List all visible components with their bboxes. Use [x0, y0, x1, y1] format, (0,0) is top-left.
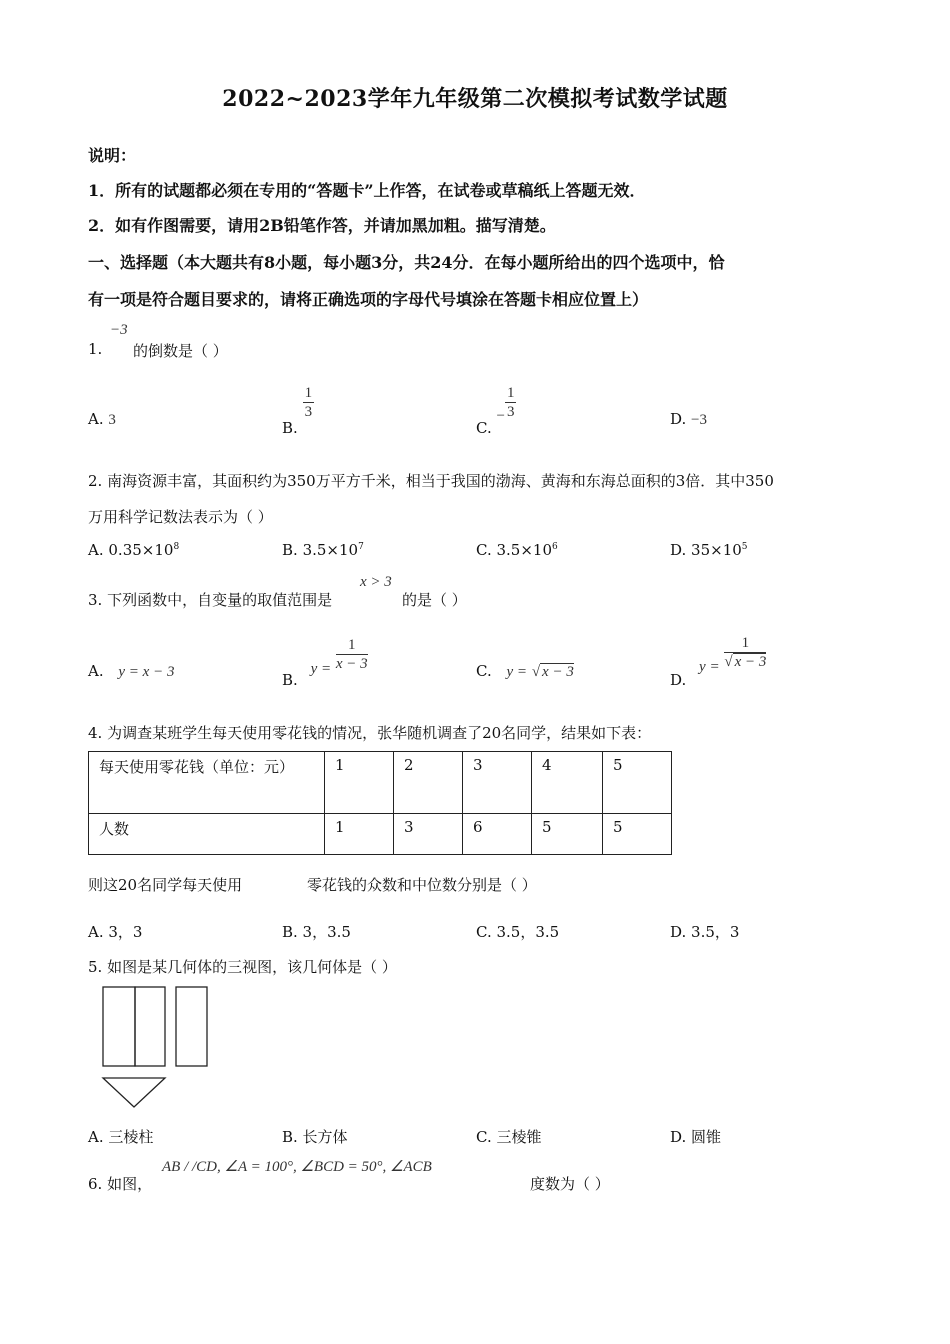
q3-b-label: B.: [282, 670, 298, 689]
q1-option-b[interactable]: [282, 384, 314, 437]
q2-b-label: B.: [282, 541, 298, 559]
q4-question-a: 则这20名同学每天使用: [88, 876, 243, 894]
q6-suffix: 度数为（ ）: [530, 1175, 610, 1193]
q1-c-num: 1: [506, 385, 515, 401]
table-row: [89, 814, 672, 855]
q2-line2: 万用科学记数法表示为（ ）: [88, 508, 273, 526]
q3-prefix: 3. 下列函数中，自变量的取值范围是: [88, 591, 333, 609]
table-cell: 3: [463, 752, 532, 814]
notes-heading: 说明：: [88, 146, 137, 165]
q1-option-c[interactable]: [476, 384, 516, 437]
q4-option-c[interactable]: C. 3.5，3.5: [476, 923, 560, 941]
q3-c-radicand: x − 3: [542, 664, 574, 680]
q3-b-num: 1: [336, 636, 368, 655]
front-view-left-rect: [103, 987, 135, 1066]
q1-b-den: 3: [304, 404, 313, 420]
q3-d-radicand: x − 3: [734, 654, 767, 670]
q4-option-b[interactable]: B. 3，3.5: [282, 923, 351, 941]
q4-table: [88, 751, 672, 855]
front-view-right-rect: [135, 987, 165, 1066]
q1-option-a[interactable]: [88, 410, 116, 429]
table-cell: 5: [603, 752, 672, 814]
q3-option-c[interactable]: [476, 662, 574, 681]
top-view-triangle: [103, 1078, 165, 1107]
section1-line2: 有一项是符合题目要求的，请将正确选项的字母代号填涂在答题卡相应位置上）: [88, 290, 649, 309]
q3-a-expr: y = x − 3: [118, 664, 175, 680]
q3-c-label: C.: [476, 662, 492, 680]
q2-a-exp: 8: [173, 542, 180, 552]
q5-text: 5. 如图是某几何体的三视图，该几何体是（ ）: [88, 958, 397, 976]
q1-expr: −3: [110, 322, 128, 338]
table-row: [89, 752, 672, 814]
table-cell: 6: [463, 814, 532, 855]
q1-c-sign: −: [496, 407, 505, 424]
q2-c-base: 3.5×10: [496, 541, 553, 559]
q2-line1: 2. 南海资源丰富，其面积约为350万平方千米，相当于我国的渤海、黄海和东海总面积的3倍．其中350: [88, 472, 774, 490]
page-title: 2022~2023学年九年级第二次模拟考试数学试题: [222, 86, 728, 112]
q2-a-base: 0.35×10: [108, 541, 174, 559]
q3-d-lhs: y =: [699, 658, 720, 675]
q2-b-base: 3.5×10: [302, 541, 359, 559]
table-cell: 5: [532, 814, 603, 855]
q2-c-label: C.: [476, 541, 492, 559]
note-item-1: 1．所有的试题都必须在专用的“答题卡”上作答，在试卷或草稿纸上答题无效．: [88, 181, 646, 200]
q5-option-d[interactable]: D. 圆锥: [670, 1128, 722, 1146]
q1-option-d[interactable]: [670, 410, 707, 429]
q2-option-c[interactable]: [476, 541, 558, 559]
q3-option-d[interactable]: [670, 634, 767, 689]
q3-c-lhs: y =: [506, 664, 528, 680]
q1-number: 1.: [88, 340, 103, 358]
table-cell: 1: [325, 752, 394, 814]
table-cell: 3: [394, 814, 463, 855]
q1-c-fraction: [505, 384, 517, 421]
q1-c-den: 3: [506, 404, 515, 420]
q4-question-b: 零花钱的众数和中位数分别是（ ）: [307, 876, 537, 894]
q5-option-b[interactable]: B. 长方体: [282, 1128, 348, 1146]
table-header-cell: 每天使用零花钱（单位：元）: [89, 752, 325, 814]
q1-text: 的倒数是（ ）: [133, 342, 228, 360]
q5-option-c[interactable]: C. 三棱锥: [476, 1128, 542, 1146]
q2-option-a[interactable]: [88, 541, 179, 559]
q3-d-fraction: [724, 634, 766, 671]
q1-c-label: C.: [476, 418, 492, 437]
table-cell: 5: [603, 814, 672, 855]
q2-b-exp: 7: [358, 542, 364, 552]
q5-option-a[interactable]: A. 三棱柱: [88, 1128, 154, 1146]
note-item-2: 2．如有作图需要，请用2B铅笔作答，并请加黑加粗。描写清楚。: [88, 216, 556, 235]
q3-b-den: x − 3: [335, 656, 368, 672]
q1-b-fraction: [303, 384, 315, 421]
q3-c-sqrt-icon: √: [531, 664, 541, 680]
side-view-rect: [176, 987, 207, 1066]
table-cell: 2: [394, 752, 463, 814]
q1-d-value: −3: [691, 412, 708, 428]
q3-b-fraction: [336, 636, 368, 673]
table-header-cell: 人数: [89, 814, 325, 855]
q2-c-exp: 6: [552, 542, 558, 552]
q4-option-a[interactable]: A. 3，3: [88, 923, 143, 941]
q2-a-label: A.: [88, 541, 104, 559]
q2-d-label: D.: [670, 541, 687, 559]
table-cell: 1: [325, 814, 394, 855]
q3-condition: x > 3: [360, 574, 392, 590]
q3-d-label: D.: [670, 670, 687, 689]
q2-d-base: 35×10: [691, 541, 742, 559]
q3-d-num: 1: [724, 634, 766, 653]
q3-b-lhs: y =: [310, 660, 332, 677]
q4-intro: 4. 为调查某班学生每天使用零花钱的情况，张华随机调查了20名同学，结果如下表：: [88, 724, 652, 742]
section1-line1: 一、选择题（本大题共有8小题，每小题3分，共24分．在每小题所给出的四个选项中，恰: [88, 253, 725, 272]
q3-option-a[interactable]: [88, 662, 174, 681]
q1-b-label: B.: [282, 418, 298, 437]
q2-d-exp: 5: [741, 542, 748, 552]
q6-prefix: 6. 如图，: [88, 1175, 153, 1193]
q6-expression: AB / /CD, ∠A = 100°, ∠BCD = 50°, ∠ACB: [162, 1159, 432, 1175]
q1-d-label: D.: [670, 410, 687, 428]
q2-option-b[interactable]: [282, 541, 364, 559]
q3-suffix: 的是（ ）: [402, 591, 467, 609]
q1-a-value: 3: [108, 412, 116, 428]
q3-d-sqrt-icon: √: [724, 654, 733, 670]
table-cell: 4: [532, 752, 603, 814]
q1-a-label: A.: [88, 410, 104, 428]
q3-option-b[interactable]: [282, 636, 368, 689]
q4-option-d[interactable]: D. 3.5，3: [670, 923, 740, 941]
q1-b-num: 1: [304, 385, 313, 401]
q2-option-d[interactable]: [670, 541, 748, 559]
q3-a-label: A.: [88, 662, 104, 680]
q5-three-view-figure: [96, 982, 216, 1112]
